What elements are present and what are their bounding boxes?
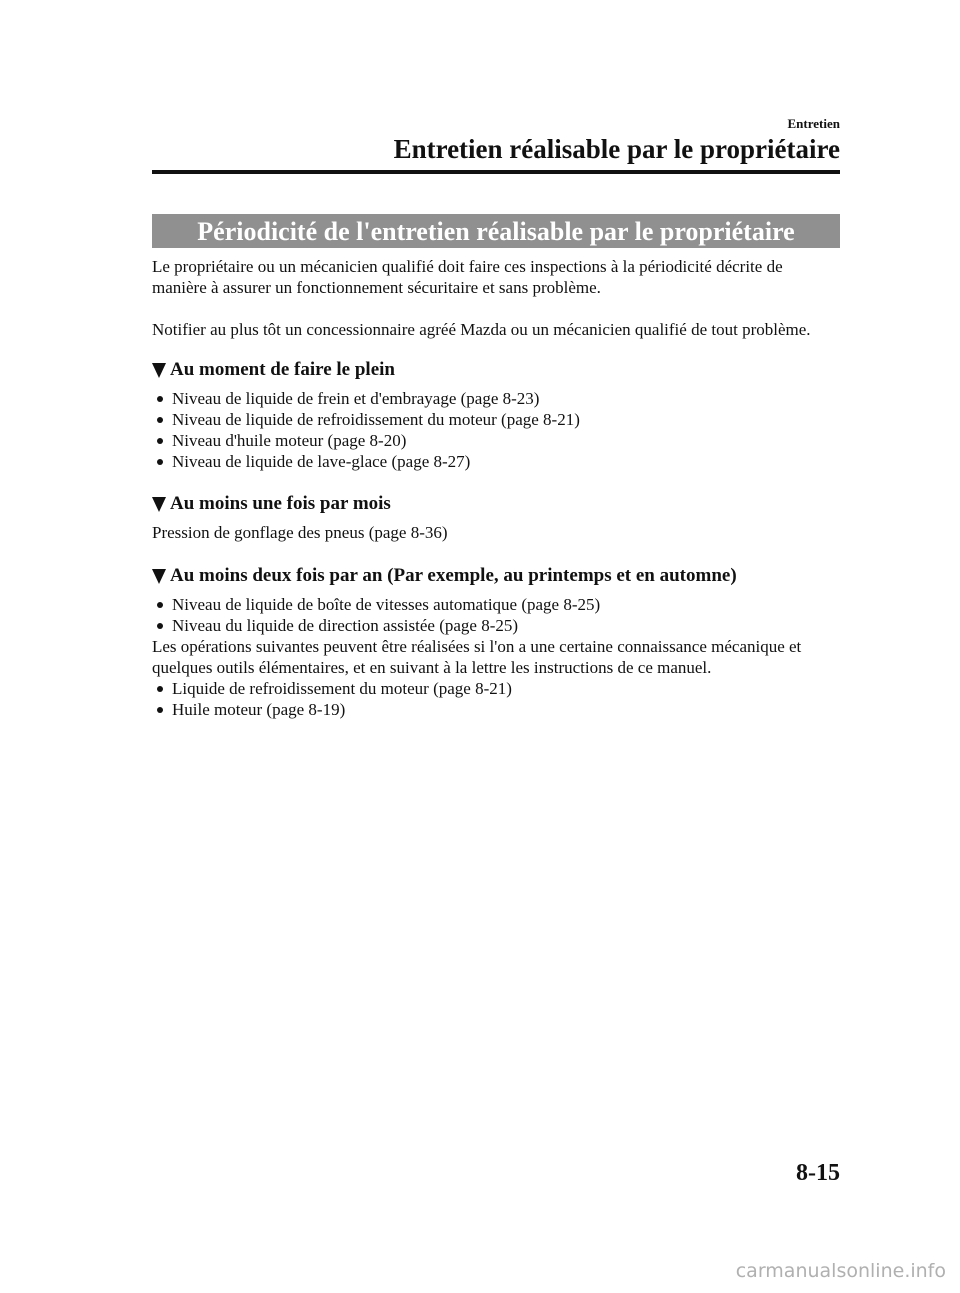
bullet-icon bbox=[157, 602, 163, 608]
list-item bbox=[152, 451, 840, 472]
bullet-icon bbox=[157, 707, 163, 713]
bullet-list bbox=[152, 678, 840, 720]
main-content bbox=[152, 256, 840, 720]
bullet-icon bbox=[157, 459, 163, 465]
list-item bbox=[152, 594, 840, 615]
list-item-text: Niveau de liquide de refroidissement du moteur (page 8-21) bbox=[172, 410, 580, 429]
body-text: Les opérations suivantes peuvent être réalisées si l'on a une certaine connaissance mécanique et quelques outils élémentaires, et en suivant à la lettre les instructions de ce manuel. bbox=[152, 637, 802, 677]
subheading bbox=[152, 358, 840, 382]
bullet-list bbox=[152, 594, 840, 636]
page-number: 8-15 bbox=[796, 1160, 840, 1186]
list-item bbox=[152, 409, 840, 430]
triangle-down-icon bbox=[152, 569, 166, 584]
subheading bbox=[152, 564, 840, 588]
list-item bbox=[152, 678, 840, 699]
body-text: Pression de gonflage des pneus (page 8-36) bbox=[152, 523, 448, 542]
subheading-text: Au moment de faire le plein bbox=[170, 359, 395, 380]
list-item bbox=[152, 615, 840, 636]
watermark: carmanualsonline.info bbox=[735, 1260, 946, 1282]
bullet-icon bbox=[157, 623, 163, 629]
bullet-icon bbox=[157, 438, 163, 444]
intro-paragraph: Notifier au plus tôt un concessionnaire agréé Mazda ou un mécanicien qualifié de tout problème. bbox=[152, 320, 811, 339]
subheading-text: Au moins deux fois par an (Par exemple, au printemps et en automne) bbox=[170, 565, 737, 586]
list-item-text: Niveau d'huile moteur (page 8-20) bbox=[172, 431, 407, 450]
bullet-icon bbox=[157, 686, 163, 692]
intro-paragraph: Le propriétaire ou un mécanicien qualifié doit faire ces inspections à la périodicité décrite de manière à assurer un fonctionnement sécuritaire et sans problème. bbox=[152, 257, 783, 297]
list-item-text: Niveau de liquide de frein et d'embrayage (page 8-23) bbox=[172, 389, 540, 408]
bullet-icon bbox=[157, 396, 163, 402]
header-divider bbox=[152, 170, 840, 174]
list-item-text: Liquide de refroidissement du moteur (page 8-21) bbox=[172, 679, 512, 698]
triangle-down-icon bbox=[152, 497, 166, 512]
list-item-text: Huile moteur (page 8-19) bbox=[172, 700, 346, 719]
subheading bbox=[152, 492, 840, 516]
page-title: Entretien réalisable par le propriétaire bbox=[393, 134, 840, 164]
list-item bbox=[152, 388, 840, 409]
section-label: Entretien bbox=[787, 116, 840, 131]
section-banner: Périodicité de l'entretien réalisable par le propriétaire bbox=[152, 214, 840, 248]
list-item-text: Niveau de liquide de lave-glace (page 8-27) bbox=[172, 452, 471, 471]
subheading-text: Au moins une fois par mois bbox=[170, 493, 391, 514]
triangle-down-icon bbox=[152, 363, 166, 378]
list-item bbox=[152, 430, 840, 451]
list-item-text: Niveau du liquide de direction assistée (page 8-25) bbox=[172, 616, 519, 635]
bullet-list bbox=[152, 388, 840, 472]
list-item-text: Niveau de liquide de boîte de vitesses automatique (page 8-25) bbox=[172, 595, 601, 614]
bullet-icon bbox=[157, 417, 163, 423]
list-item bbox=[152, 699, 840, 720]
